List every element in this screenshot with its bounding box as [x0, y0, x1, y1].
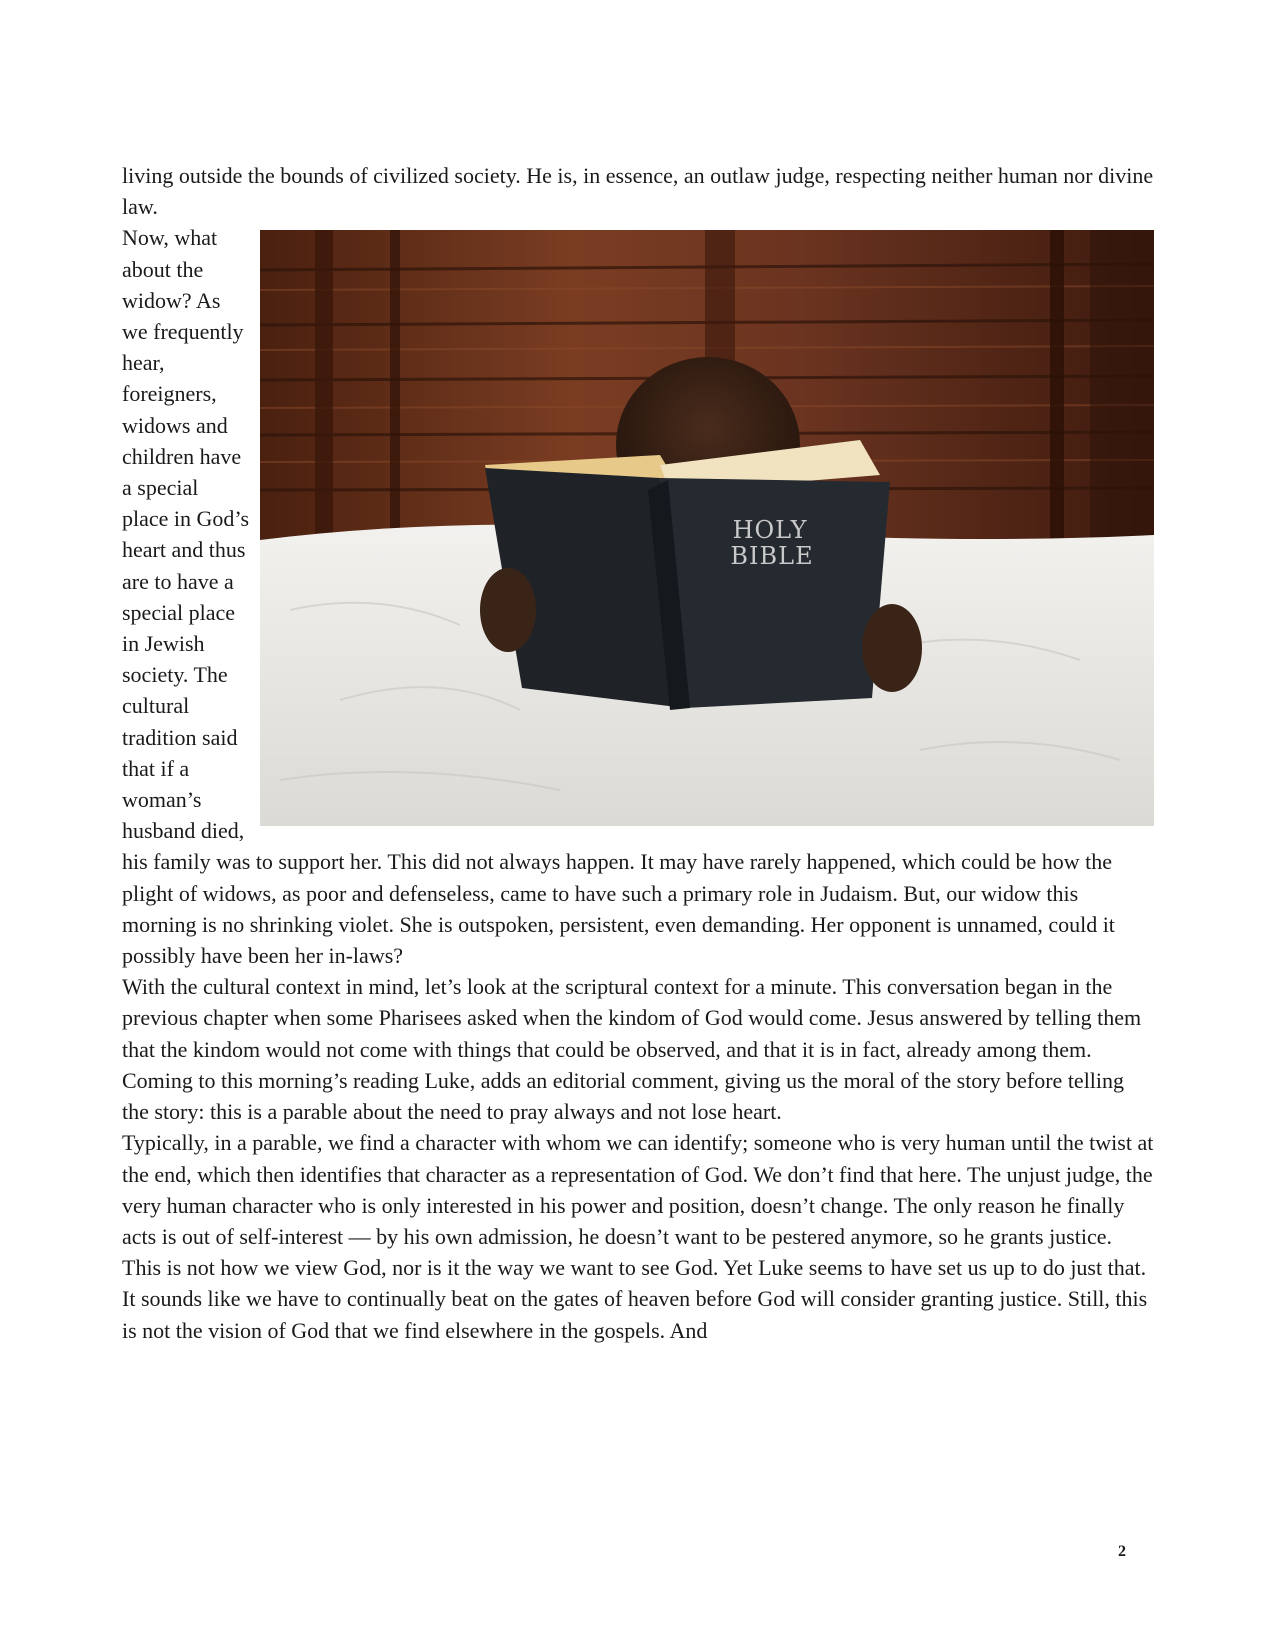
paragraph-5: Typically, in a parable, we find a character with whom we can identify; someone who is very human until the twist at the end, which then identifies that character as a representation of God. We don’t find that here. The unjust judge, the very human character who is only interested in his power and position, doesn’t change. The only reason he finally acts is out of self-interest — by his own admission, he doesn’t want to be pestered anymore, so he grants justice. — [122, 1130, 1154, 1249]
photo-child-reading-bible — [260, 230, 1154, 826]
book-cover-line2: BIBLE — [730, 542, 814, 571]
paragraph-3: With the cultural context in mind, let’s look at the scriptural context for a minute. This conversation began in the previous chapter when some Pharisees asked when the kindom of God would come. Jesus answered by telling them that the kindom would not come with things that could be observed, and that it is in fact, already among them. — [122, 974, 1142, 1062]
page-number: 2 — [1118, 1543, 1126, 1560]
book-cover-line1: HOLY — [732, 516, 808, 545]
paragraph-2: Now, what about the widow? As we frequently hear, foreigners, widows and children have a special place in God’s heart and thus are to have a special place in Jewish society. The cultural tradition said that if a woman’s husband died, his family was to support her. This did not always happen. It may have rarely happened, which could be how the plight of widows, as poor and defenseless, came to have such a primary role in Judaism. But, our widow this morning is no shrinking violet. She is outspoken, persistent, even demanding. Her opponent is unnamed, could it possibly have been her in-laws? — [122, 225, 1115, 969]
document-body — [122, 160, 1154, 1346]
photo-illustration — [260, 230, 1154, 826]
paragraph-1: living outside the bounds of civilized society. He is, in essence, an outlaw judge, respecting neither human nor divine law. — [122, 163, 1154, 220]
paragraph-6: This is not how we view God, nor is it the way we want to see God. Yet Luke seems to have set us up to do just that. It sounds like we have to continually beat on the gates of heaven before God will consider granting justice. Still, this is not the vision of God that we find elsewhere in the gospels. And — [122, 1255, 1148, 1343]
paragraph-4: Coming to this morning’s reading Luke, adds an editorial comment, giving us the moral of the story before telling the story: this is a parable about the need to pray always and not lose heart. — [122, 1067, 1125, 1125]
